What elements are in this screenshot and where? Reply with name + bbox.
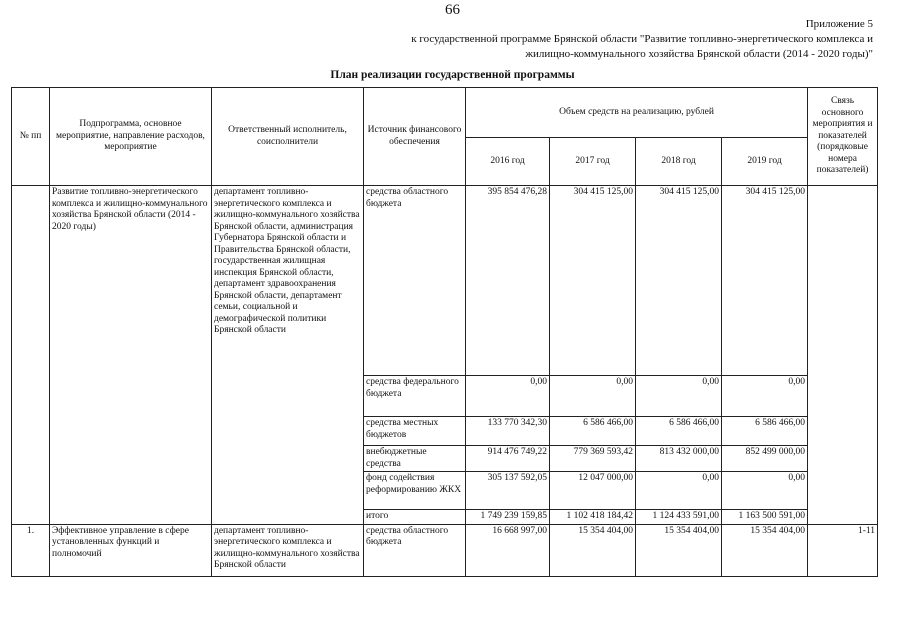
value-2016: 395 854 476,28 [466, 186, 550, 376]
value-2017: 12 047 000,00 [550, 472, 636, 510]
value-2018: 6 586 466,00 [636, 417, 722, 446]
source-cell: внебюджетные средства [364, 446, 466, 472]
value-2019: 304 415 125,00 [722, 186, 808, 376]
value-2019: 0,00 [722, 376, 808, 417]
item-value-2016: 16 668 997,00 [466, 524, 550, 576]
total-2018: 1 124 433 591,00 [636, 510, 722, 525]
value-2018: 813 432 000,00 [636, 446, 722, 472]
program-name: Развитие топливно-энергетического комплекса и жилищно-коммунального хозяйства Брянской области (2014 - 2020 годы) [50, 186, 212, 525]
appendix-caption [411, 17, 873, 62]
header-year-2017: 2017 год [550, 138, 636, 186]
item-name: Эффективное управление в сфере установленных функций и полномочий [50, 524, 212, 576]
header-num: № пп [12, 88, 50, 186]
header-source: Источник финансового обеспечения [364, 88, 466, 186]
item-value-2017: 15 354 404,00 [550, 524, 636, 576]
header-row [12, 88, 878, 138]
header-year-2016: 2016 год [466, 138, 550, 186]
header-executor: Ответственный исполнитель, соисполнители [212, 88, 364, 186]
program-link-cell [808, 186, 878, 525]
header-subprogram: Подпрограмма, основное мероприятие, направление расходов, мероприятие [50, 88, 212, 186]
appendix-line-3: жилищно-коммунального хозяйства Брянской области (2014 - 2020 годы)" [525, 48, 873, 60]
appendix-line-1: Приложение 5 [805, 18, 873, 30]
value-2016: 0,00 [466, 376, 550, 417]
value-2017: 6 586 466,00 [550, 417, 636, 446]
total-2019: 1 163 500 591,00 [722, 510, 808, 525]
item-source: средства областного бюджета [364, 524, 466, 576]
page-number: 66 [445, 2, 460, 18]
document-title: План реализации государственной программы [330, 69, 575, 81]
value-2016: 914 476 749,22 [466, 446, 550, 472]
source-cell: средства областного бюджета [364, 186, 466, 376]
item-num: 1. [12, 524, 50, 576]
value-2019: 6 586 466,00 [722, 417, 808, 446]
source-cell: средства федерального бюджета [364, 376, 466, 417]
header-link: Связь основного мероприятия и показателей (порядковые номера показателей) [808, 88, 878, 186]
value-2016: 305 137 592,05 [466, 472, 550, 510]
value-2017: 304 415 125,00 [550, 186, 636, 376]
source-cell: фонд содействия реформированию ЖКХ [364, 472, 466, 510]
source-cell: средства местных бюджетов [364, 417, 466, 446]
header-volume: Объем средств на реализацию, рублей [466, 88, 808, 138]
total-2017: 1 102 418 184,42 [550, 510, 636, 525]
value-2017: 779 369 593,42 [550, 446, 636, 472]
value-2018: 304 415 125,00 [636, 186, 722, 376]
header-year-2019: 2019 год [722, 138, 808, 186]
item-executor: департамент топливно-энергетического комплекса и жилищно-коммунального хозяйства Брянской области [212, 524, 364, 576]
item-value-2018: 15 354 404,00 [636, 524, 722, 576]
item-link: 1-11 [808, 524, 878, 576]
table-row [12, 186, 878, 376]
value-2019: 852 499 000,00 [722, 446, 808, 472]
appendix-line-2: к государственной программе Брянской области "Развитие топливно-энергетического комплекса и [411, 33, 873, 45]
table-row [12, 524, 878, 576]
total-2016: 1 749 239 159,85 [466, 510, 550, 525]
item-value-2019: 15 354 404,00 [722, 524, 808, 576]
header-year-2018: 2018 год [636, 138, 722, 186]
program-num-cell [12, 186, 50, 525]
source-cell-total: итого [364, 510, 466, 525]
value-2016: 133 770 342,30 [466, 417, 550, 446]
value-2017: 0,00 [550, 376, 636, 417]
value-2018: 0,00 [636, 472, 722, 510]
value-2018: 0,00 [636, 376, 722, 417]
value-2019: 0,00 [722, 472, 808, 510]
program-executor: департамент топливно-энергетического комплекса и жилищно-коммунального хозяйства Брянской области, администрация Губернатора Брянской области и Правительства Брянской области, государственная жилищная инспекция Брянской области, департамент здравоохранения Брянской области, департамент семьи, социальной и демографической политики Брянской области [212, 186, 364, 525]
plan-table [11, 87, 878, 577]
